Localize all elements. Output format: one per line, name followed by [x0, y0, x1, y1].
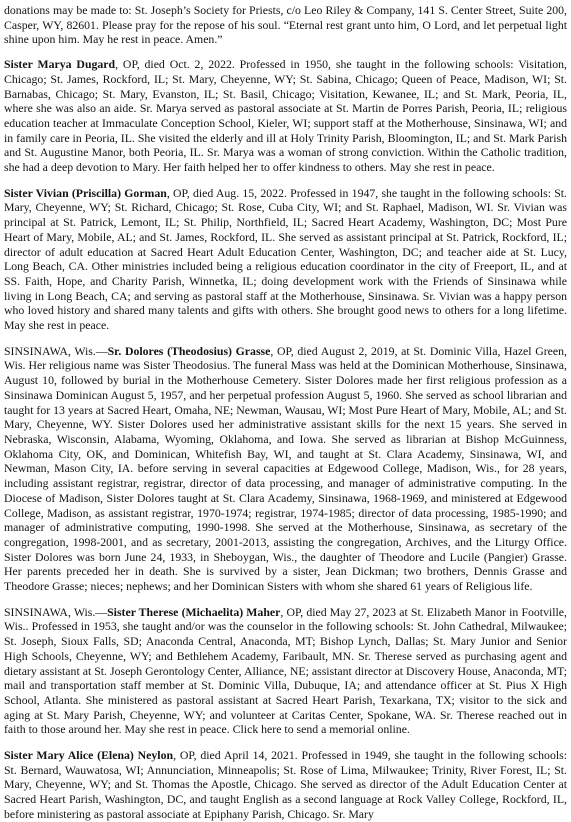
obituary-name: Sister Marya Dugard: [4, 57, 116, 72]
obituary-paragraph: [4, 344, 567, 594]
intro-paragraph: donations may be made to: St. Joseph’s Society for Priests, c/o Leo Riley & Company, 141 S. Center Street, Suite 200, Casper, WY, 82601. Please pray for the repose of his soul. “Eternal rest grant unto him, O Lord, and let perpetual light shine upon him. May he rest in peace. Amen.”: [4, 3, 567, 47]
obituary-name: Sister Therese (Michaelita) Maher: [107, 604, 281, 619]
obituary-paragraph: [4, 186, 567, 333]
obituary-name: Sister Vivian (Priscilla) Gorman: [4, 185, 167, 200]
obituary-body: , OP, died Oct. 2, 2022. Professed in 1950, she taught in the following schools: Visitation, Chicago; St. James, Rockford, IL; St. Mary, Cheyenne, WY; St. Sabina, Chicago; Queen of Peace, Madison, WI; St. Barnabas, Chicago; St. Mary, Evanston, IL; St. Basil, Chicago; Visitation, Kewanee, IL; and St. Mark, Peoria, IL, where she was also an aide. Sr. Marya served as pastoral associate at St. Martin de Porres Parish, Peoria, IL; religious education teacher at Immaculate Conception School, Kieler, WI; support staff at the Motherhouse, Sinsinawa, WI; and in family care in Peoria, IL. She visited the elderly and ill at Holy Trinity Parish, Bloomington, IL; and St. Mark Parish and St. Augustine Manor, both Peoria, IL. Sr. Marya was a woman of strong conviction. Within the Catholic tradition, she had a deep devotion to Mary. Her faith helped her to offer kindness to others. May she rest in peace.: [4, 57, 567, 175]
obituary-lead: SINSINAWA, Wis.—: [4, 604, 108, 619]
obituary-name: Sr. Dolores (Theodosius) Grasse: [107, 343, 271, 358]
obituary-body: , OP, died Aug. 15, 2022. Professed in 1947, she taught in the following schools: St. Mary, Cheyenne, WY; St. Richard, Chicago; St. Rose, Cuba City, WI; and St. Raphael, Madison, WI. Sr. Vivian was principal at St. Patrick, Lemont, IL; St. Philip, Northfield, IL; Sacred Heart Academy, Washington, DC; Most Pure Heart of Mary, Mobile, AL; and St. James, Rockford, IL. She served as assistant principal at St. Patrick, Rockford, IL; director of adult education at Sacred Heart Adult Education Center, Washington, DC; and teacher aide at St. Lucy, Long Beach, CA. Other ministries included being a religious education coordinator in the city of Freeport, IL, and at SS. Faith, Hope, and Charity Parish, Winnetka, IL; doing development work with the Friends of Sinsinawa while living in Long Beach, CA; and serving as pastoral staff at the Motherhouse, Sinsinawa. Sr. Vivian was a happy person who loved history and shared many talents and gifts with others. She brought good news to others for a long lifetime. May she rest in peace.: [4, 185, 567, 333]
obituary-lead: SINSINAWA, Wis.—: [4, 343, 108, 358]
obituary-paragraph: [4, 748, 567, 822]
obituary-body: , OP, died April 14, 2021. Professed in 1949, she taught in the following schools: St. Bernard, Wauwatosa, WI; Annunciation, Minneapolis; St. Rose of Lima, Milwaukee; Trinity, River Forest, IL; St. Mary, Cheyenne, WY; and St. Thomas the Apostle, Chicago. She served as director of the Adult Education Center at Sacred Heart Parish, Washington, DC, and taught English as a second language at Rock Valley College, Rockford, IL, before ministering as pastoral associate at Epiphany Parish, Chicago. Sr. Mary: [4, 748, 567, 821]
obituary-paragraph: [4, 605, 567, 737]
obituary-body: , OP, died May 27, 2023 at St. Elizabeth Manor in Footville, Wis.. Professed in 1953, she taught and/or was the counselor in the following schools: St. John Cathedral, Milwaukee; St. Joseph, Sioux Falls, SD; Anaconda Central, Anaconda, MT; Bishop Lynch, Dallas; St. Mary Junior and Senior High Schools, Cheyenne, WY; and Bethlehem Academy, Faribault, MN. Sr. Therese served as purchasing agent and dietary assistant at St. Joseph Gerontology Center, Alliance, NE; assistant director at Discovery House, Anaconda, MT; mail and transportation staff member at St. Dominic Villa, Dubuque, IA; and attendance officer at St. Pius X High School, Atlanta. She ministered as pastoral assistant at Sacred Heart Parish, Texarkana, TX; visitor to the sick and aging at St. Mary Parish, Cheyenne, WY; and volunteer at Caritas Center, Spokane, WA. Sr. Therese reached out in faith to those around her. May she rest in peace. Click here to send a memorial online.: [4, 604, 567, 737]
obituary-body: , OP, died August 2, 2019, at St. Dominic Villa, Hazel Green, Wis. Her religious name was Sister Theodosius. The funeral Mass was held at the Dominican Motherhouse, Sinsinawa, August 10, followed by burial in the Motherhouse Cemetery. Sister Dolores made her first religious profession as a Sinsinawa Dominican August 5, 1957, and her perpetual profession August 5, 1960. She served as school librarian and taught for 13 years at Sacred Heart, Omaha, NE; Newman, Wausau, WI; Most Pure Heart of Mary, Mobile, AL; and St. Mary, Cheyenne, WY. Sister Dolores used her administrative assistant skills for the next 15 years. She served in Nebraska, Wisconsin, Alabama, Wyoming, Oklahoma, and Iowa. She served as librarian at Bishop McGuinness, Oklahoma City, OK, and Dominican, Whitefish Bay, WI, and taught at St. Clara Academy, Sinsinawa, WI, and Newman, Mason City, IA. before serving in several capacities at Edgewood College, Madison, Wis., for 28 years, including assistant registrar, registrar, director of data processing, and manager of administrative computing. In the Diocese of Madison, Sister Dolores taught at St. Clara Academy, Sinsinawa, 1968-1969, and ministered at Edgewood College, Madison, as assistant registrar, 1970-1974; registrar, 1974-1985; director of data processing, 1985-1990; and manager of administrative computing, 1990-1998. She served at the Motherhouse, Sinsinawa, as secretary of the congregation, 1998-2001, and as secretary, 2001-2013, assisting the congregation, Archives, and the Liturgy Office. Sister Dolores was born June 24, 1933, in Sheboygan, Wis., the daughter of Theodore and Lucile (Pangier) Grasse. Her parents preceded her in death. She is survived by a sister, Jean Dickman; two brothers, Dennis Grasse and Theodore Grasse; nieces; nephews; and her Dominican Sisters with whom she shared 61 years of Religious life.: [4, 343, 567, 594]
obituary-paragraph: [4, 57, 567, 175]
obituary-name: Sister Mary Alice (Elena) Neylon: [4, 748, 174, 763]
